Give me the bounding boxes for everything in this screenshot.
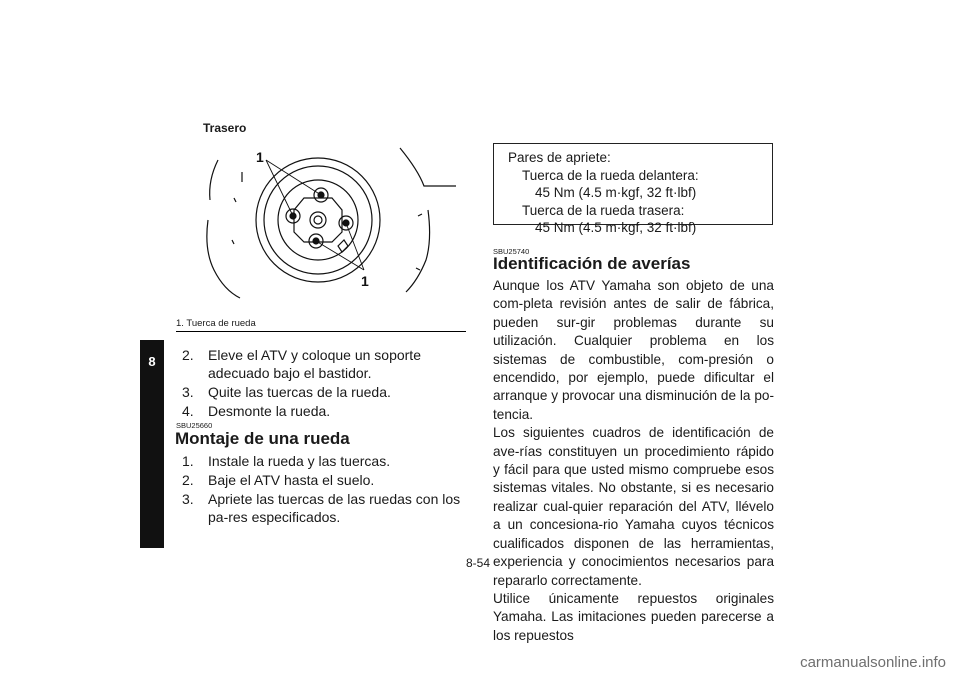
chapter-number: 8 (148, 354, 156, 369)
section-heading: Identificación de averías (493, 254, 691, 273)
torque-title: Pares de apriete: (508, 150, 611, 165)
hub-center (310, 212, 326, 228)
section-code: SBU25740 (493, 247, 530, 256)
section-code: SBU25660 (176, 421, 213, 430)
page-number: 8-54 (466, 556, 491, 570)
rear-nut-label: Tuerca de la rueda trasera: (522, 202, 685, 218)
rim-inner (264, 166, 372, 274)
tire-tread-marks (232, 172, 422, 270)
list-item: 2. Baje el ATV hasta el suelo. (182, 472, 375, 488)
troubleshooting-text (493, 277, 774, 645)
installation-steps-list (182, 452, 468, 527)
list-item: 3. Quite las tuercas de la rueda. (182, 384, 391, 400)
wheel-nuts (286, 188, 353, 248)
chapter-tab (140, 340, 164, 548)
paragraph: Utilice únicamente repuestos originales Yamaha. Las imitaciones pueden parecerse a los repuestos (493, 590, 774, 643)
front-nut-label: Tuerca de la rueda delantera: (522, 167, 699, 183)
list-item: 1. Instale la rueda y las tuercas. (182, 453, 391, 469)
valve-stem (338, 240, 348, 252)
tire-edge-left-top (210, 160, 218, 200)
tire-edge-right-top (400, 148, 456, 186)
list-item: 3. Apriete las tuercas de las ruedas con los pa-res especificados. (182, 491, 461, 525)
caption-divider (176, 331, 466, 332)
paragraph: Los siguientes cuadros de identificación de ave-rías constituyen un procedimiento rápido y fácil para que usted mismo compruebe esos sistemas vitales. No obstante, si es necesario realizar cual-quier reparación del ATV, llévelo a un concesiona-rio Yamaha cuyos técnicos cualificados disponen de las herramientas, experiencia y conocimientos necesarios para repararlo correctamente. (493, 425, 774, 588)
rear-nut-value: 45 Nm (4.5 m·kgf, 32 ft·lbf) (535, 220, 697, 235)
list-item: 2. Eleve el ATV y coloque un soporte adecuado bajo el bastidor. (182, 347, 421, 381)
torque-spec-box (493, 143, 773, 235)
tire-edge-left-bottom (207, 220, 240, 298)
tire-edge-right-bottom (406, 210, 430, 292)
removal-steps-list (182, 346, 468, 421)
watermark: carmanualsonline.info (800, 654, 946, 671)
hub-center-inner (314, 216, 322, 224)
figure-caption: 1. Tuerca de rueda (176, 318, 256, 329)
section-heading: Montaje de una rueda (175, 429, 350, 448)
paragraph: Aunque los ATV Yamaha son objeto de una com-pleta revisión antes de salir de fábrica, pueden sur-gir problemas durante su utilización. Cualquier problema en los sistemas de combustible, com-presión o encendido, por ejemplo, puede dificultar el arranque y provocar una disminución de la po-tencia. (493, 278, 774, 422)
callout-label-top: 1 (256, 149, 264, 165)
wheel-illustration (196, 140, 466, 310)
list-item: 4. Desmonte la rueda. (182, 403, 331, 419)
figure-title: Trasero (203, 121, 247, 135)
front-nut-value: 45 Nm (4.5 m·kgf, 32 ft·lbf) (535, 185, 697, 200)
callout-label-bottom: 1 (361, 273, 369, 289)
hub-plate (294, 198, 342, 242)
